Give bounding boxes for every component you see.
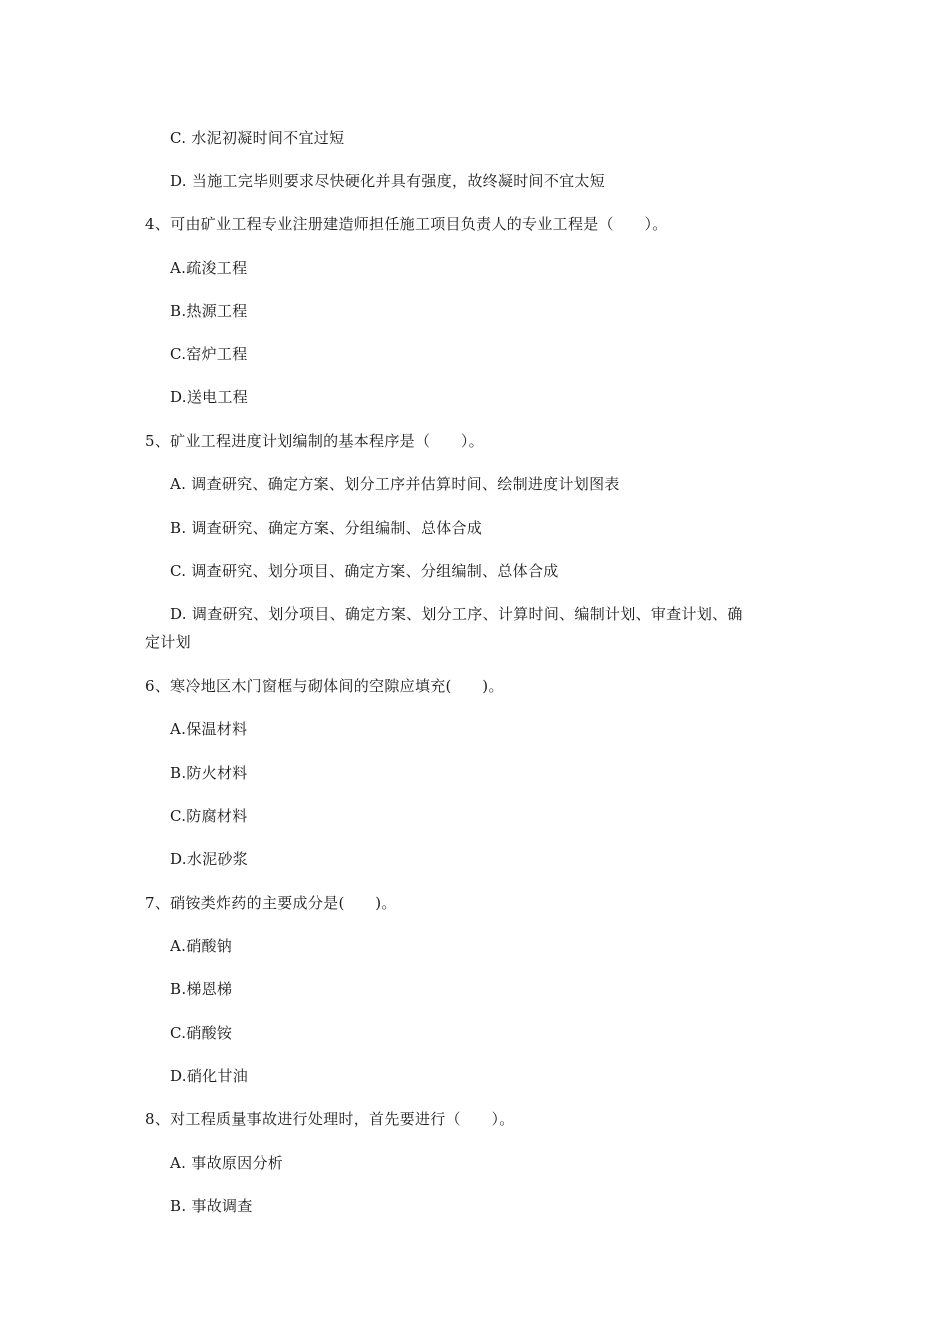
q7-option-c: C.硝酸铵 (170, 1024, 233, 1042)
q4-option-c: C.窑炉工程 (170, 345, 248, 363)
q6-option-d: D.水泥砂浆 (170, 850, 249, 868)
q3-option-d: D. 当施工完毕则要求尽快硬化并具有强度，故终凝时间不宜太短 (170, 172, 606, 190)
q8-option-a: A. 事故原因分析 (170, 1154, 284, 1172)
q8-stem: 8、对工程质量事故进行处理时，首先要进行（ ）。 (145, 1110, 515, 1128)
q6-option-b: B.防火材料 (170, 764, 248, 782)
q7-stem: 7、硝铵类炸药的主要成分是( )。 (145, 894, 397, 912)
q5-option-c: C. 调查研究、划分项目、确定方案、分组编制、总体合成 (170, 562, 559, 580)
q8-option-b: B. 事故调查 (170, 1197, 253, 1215)
q4-stem: 4、可由矿业工程专业注册建造师担任施工项目负责人的专业工程是（ ）。 (145, 215, 668, 233)
q7-option-d: D.硝化甘油 (170, 1067, 249, 1085)
q5-option-a: A. 调查研究、确定方案、划分工序并估算时间、绘制进度计划图表 (170, 475, 620, 493)
q7-option-b: B.梯恩梯 (170, 980, 233, 998)
q4-option-b: B.热源工程 (170, 302, 248, 320)
q7-option-a: A.硝酸钠 (170, 937, 233, 955)
q6-option-c: C.防腐材料 (170, 807, 248, 825)
q5-option-d: D. 调查研究、划分项目、确定方案、划分工序、计算时间、编制计划、审查计划、确 (170, 605, 743, 623)
q5-option-d-continuation: 定计划 (145, 633, 191, 651)
q3-option-c: C. 水泥初凝时间不宜过短 (170, 129, 345, 147)
q6-stem: 6、寒冷地区木门窗框与砌体间的空隙应填充( )。 (145, 677, 504, 695)
q5-stem: 5、矿业工程进度计划编制的基本程序是（ ）。 (145, 432, 484, 450)
q6-option-a: A.保温材料 (170, 720, 248, 738)
q5-option-b: B. 调查研究、确定方案、分组编制、总体合成 (170, 519, 483, 537)
q4-option-d: D.送电工程 (170, 388, 249, 406)
q4-option-a: A.疏浚工程 (170, 259, 248, 277)
